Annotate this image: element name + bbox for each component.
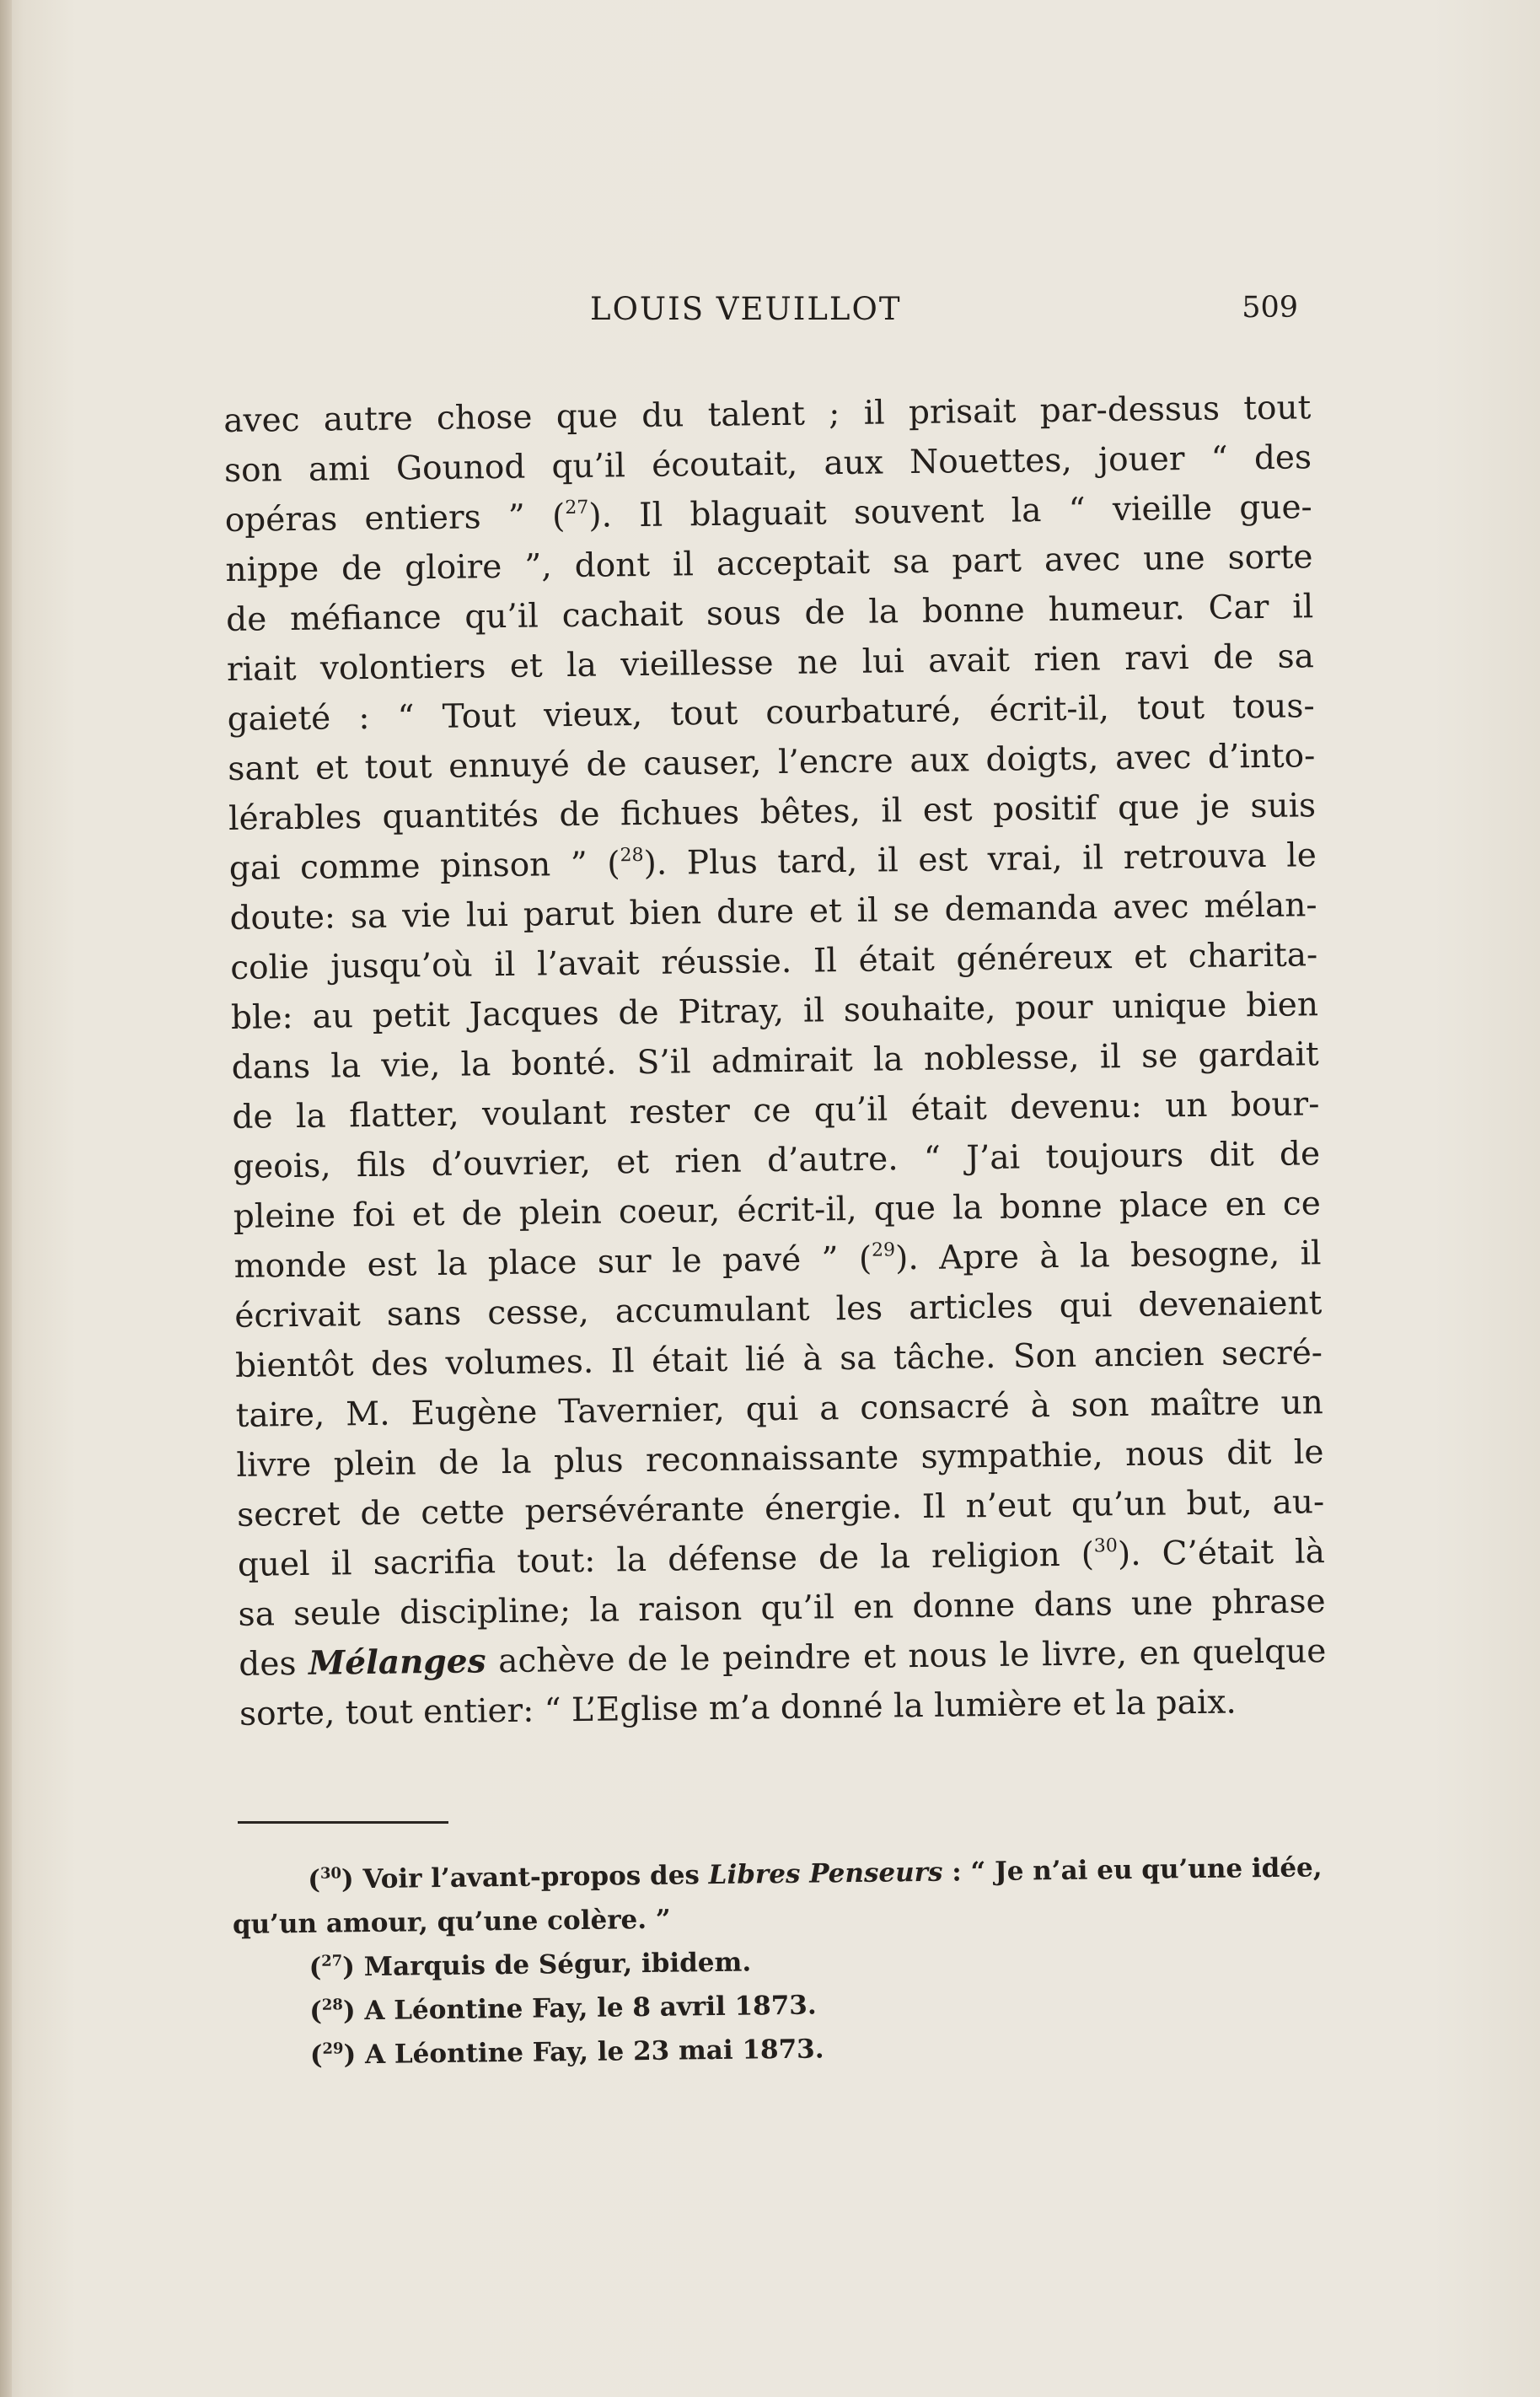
running-head bbox=[228, 291, 1298, 341]
text-line: lérables quantités de fichues bêtes, il est positif que je suis bbox=[228, 787, 1317, 838]
text-line: des Mélanges achève de le peindre et nous le livre, en quelque bbox=[239, 1632, 1327, 1684]
text-line: gaieté : “ Tout vieux, tout courbaturé, écrit-il, tout tous- bbox=[227, 687, 1315, 739]
footnote-30-continuation: qu’un amour, qu’une colère. ” bbox=[232, 1904, 671, 1940]
text-line: son ami Gounod qu’il écoutait, aux Nouettes, jouer “ des bbox=[223, 438, 1312, 490]
footnote-ref: 29 bbox=[871, 1239, 896, 1261]
text-line: bientôt des volumes. Il était lié à sa tâche. Son ancien secré- bbox=[234, 1334, 1323, 1385]
text-line: sorte, tout entier: “ L’Eglise m’a donné la lumière et la paix. bbox=[239, 1683, 1237, 1733]
text-line: nippe de gloire ”, dont il acceptait sa part avec une sorte bbox=[225, 538, 1313, 589]
text-line: colie jusqu’où il l’avait réussie. Il était généreux et charita- bbox=[230, 936, 1318, 987]
page-number: 509 bbox=[1242, 291, 1298, 325]
footnote-29: ($^{29}$) A Léontine Fay, le 23 mai 1873. bbox=[309, 2034, 824, 2071]
footnote-ref: 30 bbox=[1093, 1535, 1118, 1557]
page-binding-edge bbox=[0, 0, 12, 2397]
running-title: LOUIS VEUILLOT bbox=[590, 291, 902, 327]
text-line: monde est la place sur le pavé ” ($^{29}$). Apre à la besogne, il bbox=[233, 1234, 1322, 1286]
text-line: geois, fils d’ouvrier, et rien d’autre. “ J’ai toujours dit de bbox=[232, 1135, 1321, 1186]
text-line: pleine foi et de plein coeur, écrit-il, que la bonne place en ce bbox=[233, 1185, 1322, 1236]
text-line: de méfiance qu’il cachait sous de la bonne humeur. Car il bbox=[225, 588, 1314, 639]
text-line: gai comme pinson ” ($^{28}$). Plus tard, il est vrai, il retrouva le bbox=[228, 836, 1317, 888]
text-line: sant et tout ennuyé de causer, l’encre aux doigts, avec d’into- bbox=[228, 737, 1316, 788]
text-line: quel il sacrifia tout: la défense de la religion ($^{30}$). C’était là bbox=[237, 1533, 1326, 1584]
text-line: doute: sa vie lui parut bien dure et il se demanda avec mélan- bbox=[229, 886, 1317, 938]
italic-title: Mélanges bbox=[308, 1642, 486, 1683]
text-line: écrivait sans cesse, accumulant les articles qui devenaient bbox=[234, 1284, 1323, 1336]
text-line: sa seule discipline; la raison qu’il en donne dans une phrase bbox=[238, 1583, 1326, 1634]
text-line: livre plein de la plus reconnaissante sympathie, nous dit le bbox=[236, 1433, 1324, 1485]
text-line: de la flatter, voulant rester ce qu’il était devenu: un bour- bbox=[232, 1085, 1320, 1137]
text-line: dans la vie, la bonté. S’il admirait la noblesse, il se gardait bbox=[231, 1035, 1319, 1087]
footnote-27: ($^{27}$) Marquis de Ségur, ibidem. bbox=[309, 1947, 752, 1983]
footnote-ref: 27 bbox=[565, 497, 589, 519]
text-line: secret de cette persévérante énergie. Il n’eut qu’un but, au- bbox=[236, 1483, 1325, 1534]
footnote-ref: 28 bbox=[620, 844, 644, 867]
footnote-30: ($^{30}$) Voir l’avant-propos des Libres Penseurs : “ Je n’ai eu qu’une idée, bbox=[308, 1852, 1323, 1895]
footnote-28: ($^{28}$) A Léontine Fay, le 8 avril 1873. bbox=[309, 1990, 817, 2027]
text-line: riait volontiers et la vieillesse ne lui avait rien ravi de sa bbox=[226, 637, 1315, 689]
text-line: opéras entiers ” ($^{27}$). Il blaguait souvent la “ vieille gue- bbox=[224, 488, 1312, 540]
footnote-rule bbox=[238, 1821, 448, 1824]
italic-title: Libres Penseurs bbox=[708, 1857, 943, 1891]
body-text bbox=[223, 383, 1327, 1739]
text-line: ble: au petit Jacques de Pitray, il souhaite, pour unique bien bbox=[230, 986, 1319, 1037]
text-line: avec autre chose que du talent ; il prisait par-dessus tout bbox=[223, 389, 1312, 440]
footnotes bbox=[232, 1846, 1322, 2078]
text-line: taire, M. Eugène Tavernier, qui a consacré à son maître un bbox=[235, 1384, 1323, 1435]
